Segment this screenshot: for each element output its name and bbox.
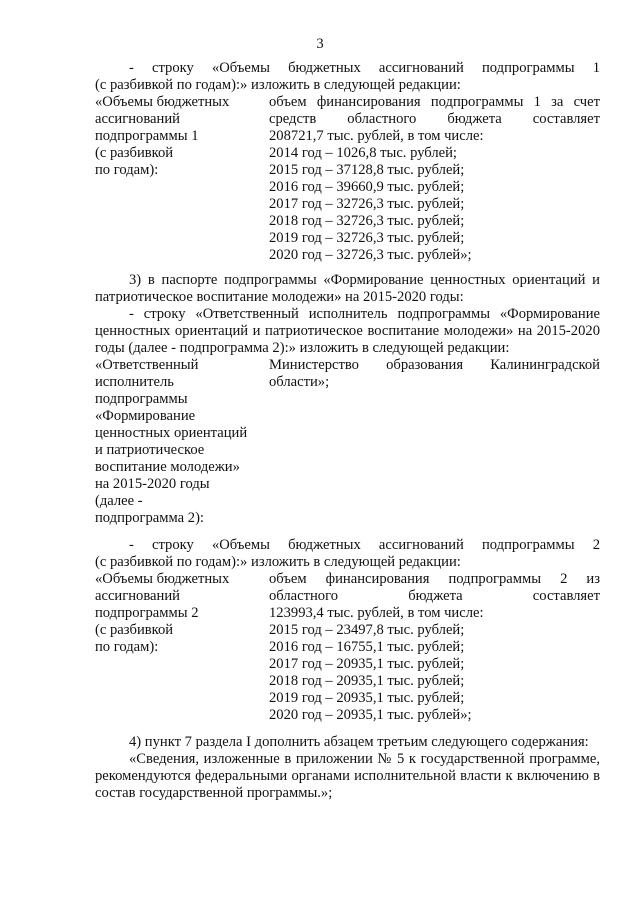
year-amount: 2015 год – 37128,8 тыс. рублей;	[269, 162, 465, 178]
label-line: подпрограммы 1	[95, 128, 199, 144]
value-line: 208721,7 тыс. рублей, в том числе:	[269, 128, 484, 144]
year-amount: 2018 год – 20935,1 тыс. рублей;	[269, 673, 465, 689]
item-4-quote: «Сведения, изложенные в приложении № 5 к государственной программе, рекомендуются федеральными органами исполнительной власти к включению в состав государственной программы.»;	[95, 751, 600, 801]
year-amount: 2016 год – 16755,1 тыс. рублей;	[269, 639, 465, 655]
label-line: на 2015-2020 годы	[95, 476, 210, 492]
value-line: Министерство образования Калининградской	[269, 357, 600, 373]
year-amount: 2019 год – 32726,3 тыс. рублей;	[269, 230, 465, 246]
label-line: подпрограмма 2):	[95, 510, 204, 526]
label-line: исполнитель	[95, 374, 174, 390]
label-line: подпрограммы	[95, 391, 188, 407]
label-line: (далее -	[95, 493, 143, 509]
subprogram-1-funding-label	[95, 94, 269, 264]
subprogram-1-intro-line-2: (с разбивкой по годам):» изложить в следующей редакции:	[95, 77, 461, 93]
year-amount: 2017 год – 20935,1 тыс. рублей;	[269, 656, 465, 672]
label-line: «Ответственный	[95, 357, 199, 373]
document-body	[95, 60, 600, 802]
value-line: объем финансирования подпрограммы 1 за счет	[269, 94, 600, 110]
value-line: средств областного бюджета составляет	[269, 111, 600, 127]
label-line: (с разбивкой	[95, 145, 174, 161]
item-4-paragraph: 4) пункт 7 раздела I дополнить абзацем третьим следующего содержания:	[129, 734, 589, 750]
value-line: 123993,4 тыс. рублей, в том числе:	[269, 605, 484, 621]
label-line: воспитание молодежи»	[95, 459, 240, 475]
year-amount: 2015 год – 23497,8 тыс. рублей;	[269, 622, 465, 638]
year-amount: 2018 год – 32726,3 тыс. рублей;	[269, 213, 465, 229]
year-amount: 2014 год – 1026,8 тыс. рублей;	[269, 145, 457, 161]
label-line: по годам):	[95, 639, 159, 655]
subprogram-1-funding-value	[269, 94, 600, 264]
label-line: «Объемы бюджетных	[95, 571, 230, 587]
subprogram-2-funding-value	[269, 571, 600, 724]
label-line: ассигнований	[95, 588, 180, 604]
year-amount: 2019 год – 20935,1 тыс. рублей;	[269, 690, 465, 706]
label-line: подпрограммы 2	[95, 605, 199, 621]
year-amount: 2017 год – 32726,3 тыс. рублей;	[269, 196, 465, 212]
value-line: областного бюджета составляет	[269, 588, 600, 604]
year-amount: 2016 год – 39660,9 тыс. рублей;	[269, 179, 465, 195]
item-3-dash-paragraph: - строку «Ответственный исполнитель подпрограммы «Формирование ценностных ориентаций и патриотическое воспитание молодежи» на 2015-2020 годы (далее - подпрограмма 2):» изложить в следующей редакции:	[95, 306, 600, 356]
label-line: «Формирование	[95, 408, 196, 424]
subprogram-2-intro-line-2: (с разбивкой по годам):» изложить в следующей редакции:	[95, 554, 461, 570]
page-number: 3	[316, 36, 324, 52]
label-line: (с разбивкой	[95, 622, 174, 638]
label-line: ценностных ориентаций	[95, 425, 248, 441]
subprogram-2-funding-label	[95, 571, 269, 724]
label-line: по годам):	[95, 162, 159, 178]
label-line: ассигнований	[95, 111, 180, 127]
item-3-paragraph: 3) в паспорте подпрограммы «Формирование ценностных ориентаций и патриотическое воспитание молодежи» на 2015-2020 годы:	[95, 272, 600, 305]
responsible-executor-value	[269, 357, 600, 527]
value-line: области»;	[269, 374, 330, 390]
year-amount: 2020 год – 32726,3 тыс. рублей»;	[269, 247, 472, 263]
label-line: «Объемы бюджетных	[95, 94, 230, 110]
label-line: и патриотическое	[95, 442, 205, 458]
year-amount: 2020 год – 20935,1 тыс. рублей»;	[269, 707, 472, 723]
responsible-executor-label	[95, 357, 269, 527]
responsible-executor-row	[95, 357, 600, 527]
subprogram-1-funding-row	[95, 94, 600, 264]
value-line: объем финансирования подпрограммы 2 из	[269, 571, 600, 587]
subprogram-2-intro-line-1: - строку «Объемы бюджетных ассигнований подпрограммы 2	[129, 537, 600, 553]
subprogram-2-funding-row	[95, 571, 600, 724]
subprogram-1-intro-line-1: - строку «Объемы бюджетных ассигнований подпрограммы 1	[129, 60, 600, 76]
